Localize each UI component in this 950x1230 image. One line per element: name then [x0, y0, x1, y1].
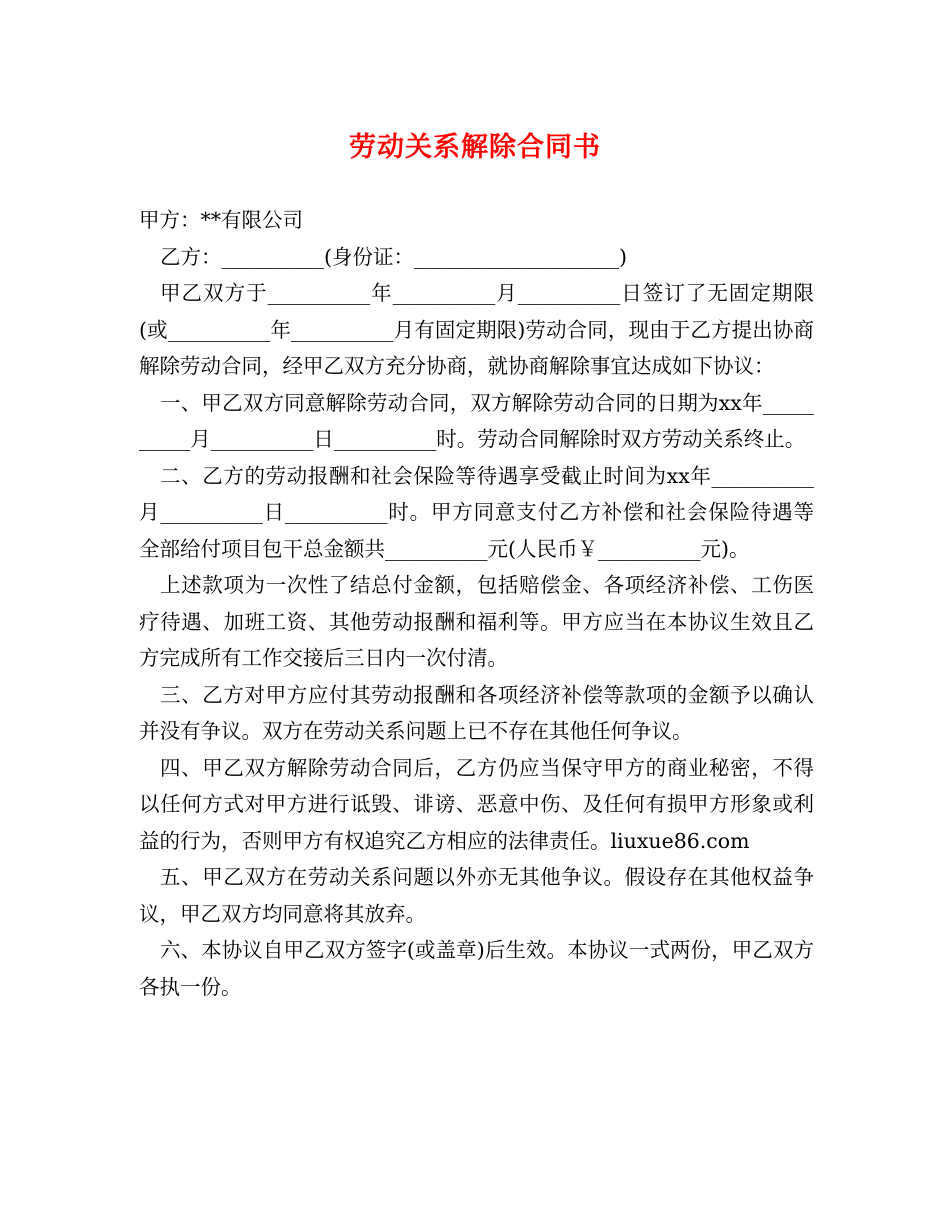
clause-5-paragraph: 五、甲乙双方在劳动关系问题以外亦无其他争议。假设存在其他权益争议，甲乙双方均同意将其放弃。: [139, 865, 814, 926]
document-body: [139, 202, 814, 1005]
document-title: 劳动关系解除合同书: [349, 132, 601, 163]
clause-1-paragraph: 一、甲乙双方同意解除劳动合同，双方解除劳动合同的日期为xx年__________月__________日__________时。劳动合同解除时双方劳动关系终止。: [139, 390, 814, 451]
payment-note-paragraph: 上述款项为一次性了结总付金额，包括赔偿金、各项经济补偿、工伤医疗待遇、加班工资、其他劳动报酬和福利等。甲方应当在本协议生效且乙方完成所有工作交接后三日内一次付清。: [139, 573, 814, 670]
clause-4-paragraph: 四、甲乙双方解除劳动合同后，乙方仍应当保守甲方的商业秘密，不得以任何方式对甲方进行诋毁、诽谤、恶意中伤、及任何有损甲方形象或利益的行为，否则甲方有权追究乙方相应的法律责任。liuxue86.com: [139, 755, 814, 853]
preamble-paragraph: 甲乙双方于__________年__________月__________日签订了无固定期限(或__________年__________月有固定期限)劳动合同，现由于乙方提出协商解除劳动合同，经甲乙双方充分协商，就协商解除事宜达成如下协议：: [139, 281, 814, 378]
clause-2-paragraph: 二、乙方的劳动报酬和社会保险等待遇享受截止时间为xx年__________月__________日__________时。甲方同意支付乙方补偿和社会保险待遇等全部给付项目包干总金额共__________元(人民币￥__________元)。: [139, 463, 814, 561]
clause-6-paragraph: 六、本协议自甲乙双方签字(或盖章)后生效。本协议一式两份，甲乙双方各执一份。: [139, 938, 814, 999]
clause-3-paragraph: 三、乙方对甲方应付其劳动报酬和各项经济补偿等款项的金额予以确认并没有争议。双方在劳动关系问题上已不存在其他任何争议。: [139, 682, 814, 743]
party-a-line: 甲方：**有限公司: [139, 208, 303, 232]
party-b-line: 乙方：__________(身份证：____________________): [160, 244, 627, 269]
